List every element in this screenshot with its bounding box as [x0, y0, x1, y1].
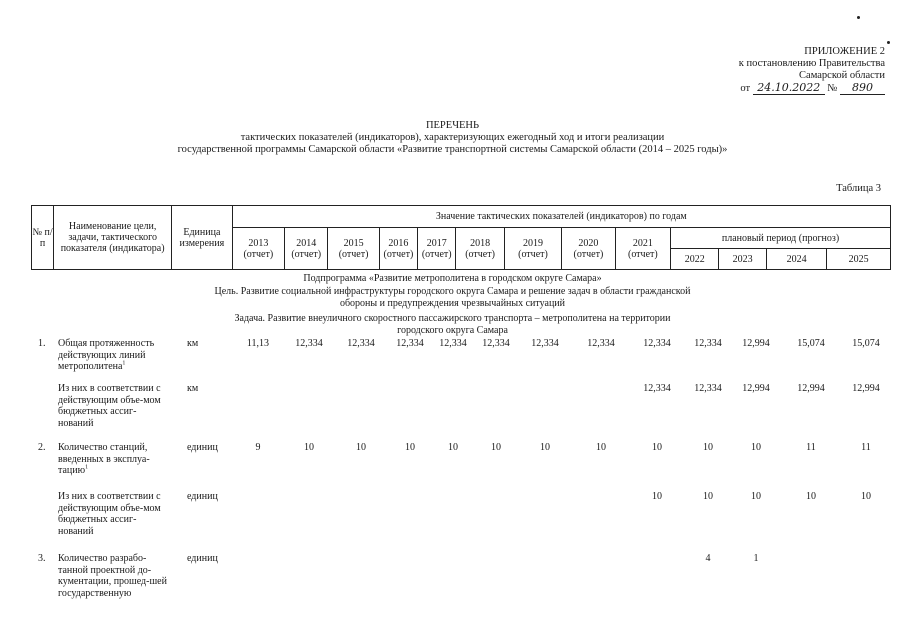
goal-line-1: Цель. Развитие социальной инфраструктуры городского округа Самара и решение задач в области гражданской	[214, 286, 691, 297]
approval-block	[700, 46, 885, 95]
indicator-name: Общая протяженность действующих линий метрополитена$^1$	[58, 338, 155, 372]
value-cell: 11,13	[246, 338, 270, 349]
unit: единиц	[187, 442, 218, 453]
value-cell: 15,074	[852, 338, 880, 349]
heading-title: ПЕРЕЧЕНЬ	[425, 120, 480, 131]
heading-line-2: государственной программы Самарской области «Развитие транспортной системы Самарской области (2014 – 2025 годы)»	[177, 144, 728, 155]
header-plan-year: 2023	[719, 249, 766, 270]
value-cell: 10	[356, 442, 366, 453]
value-cell: 11	[861, 442, 871, 453]
heading-line-1: тактических показателей (индикаторов), характеризующих ежегодный ход и итоги реализации	[240, 132, 665, 143]
value-cell: 10	[540, 442, 550, 453]
unit: км	[187, 338, 199, 349]
value-cell: 12,334	[587, 338, 615, 349]
unit: единиц	[187, 553, 218, 564]
value-cell: 10	[596, 442, 606, 453]
value-cell: 10	[652, 442, 662, 453]
header-values-group: Значение тактических показателей (индикаторов) по годам	[232, 206, 890, 228]
header-report-year: 2020 (отчет)	[562, 228, 615, 270]
table-label: Таблица 3	[836, 183, 881, 194]
task-line-2: городского округа Самара	[397, 325, 508, 336]
header-name: Наименование цели, задачи, тактического показателя (индикатора)	[54, 206, 172, 270]
row-number: 2.	[38, 442, 46, 453]
value-cell: 10	[491, 442, 501, 453]
handwritten-number: 890	[840, 82, 885, 95]
value-cell: 10	[703, 442, 713, 453]
indicator-name: Количество разрабо-танной проектной до-кументации, прошед-шей государственную	[58, 553, 167, 599]
value-cell: 12,334	[643, 383, 671, 394]
approval-date-line	[700, 82, 885, 95]
header-plan-year: 2025	[827, 249, 891, 270]
task-line-1: Задача. Развитие внеуличного скоростного пассажирского транспорта – метрополитена на территории	[234, 313, 671, 324]
handwritten-date: 24.10.2022	[753, 82, 825, 95]
document-heading	[0, 120, 905, 156]
date-prefix: от	[740, 83, 751, 94]
value-cell: 9	[255, 442, 261, 453]
value-cell: 10	[448, 442, 458, 453]
value-cell: 12,334	[347, 338, 375, 349]
value-cell: 11	[806, 442, 816, 453]
unit: единиц	[187, 491, 218, 502]
value-cell: 10	[861, 491, 871, 502]
approval-line-2: Самарской области	[799, 70, 885, 81]
header-plan-year: 2024	[766, 249, 826, 270]
header-plan-group: плановый период (прогноз)	[671, 228, 891, 249]
header-report-year: 2014 (отчет)	[285, 228, 328, 270]
header-plan-year: 2022	[671, 249, 719, 270]
goal-line-2: обороны и предупреждения чрезвычайных ситуаций	[339, 298, 566, 309]
value-cell: 10	[405, 442, 415, 453]
row-number: 3.	[38, 553, 46, 564]
value-cell: 12,334	[396, 338, 424, 349]
value-cell: 12,334	[643, 338, 671, 349]
header-report-year: 2015 (отчет)	[328, 228, 379, 270]
header-report-year: 2017 (отчет)	[418, 228, 456, 270]
header-report-year: 2021 (отчет)	[615, 228, 670, 270]
header-report-year: 2016 (отчет)	[379, 228, 417, 270]
header-report-year: 2013 (отчет)	[232, 228, 284, 270]
value-cell: 12,334	[482, 338, 510, 349]
value-cell: 12,994	[852, 383, 880, 394]
value-cell: 10	[304, 442, 314, 453]
subprogram-title: Подпрограмма «Развитие метрополитена в городском округе Самара»	[303, 273, 602, 284]
value-cell: 10	[751, 442, 761, 453]
value-cell: 12,334	[694, 338, 722, 349]
scan-speck	[857, 16, 860, 19]
indicator-name: Из них в соответствии с действующим объе-мом бюджетных ассиг-нований	[58, 383, 161, 429]
value-cell: 12,334	[694, 383, 722, 394]
footnote-mark: 1	[85, 464, 89, 471]
value-cell: 12,994	[742, 338, 770, 349]
footnote-mark: 1	[122, 360, 126, 367]
value-cell: 10	[652, 491, 662, 502]
indicator-name: Количество станций, введенных в эксплуа-тацию$^1$	[58, 442, 150, 476]
value-cell: 12,334	[439, 338, 467, 349]
indicators-table-header	[31, 205, 891, 270]
header-report-year: 2019 (отчет)	[504, 228, 561, 270]
value-cell: 15,074	[797, 338, 825, 349]
number-sign: №	[827, 83, 838, 94]
unit: км	[187, 383, 199, 394]
value-cell: 1	[753, 553, 759, 564]
value-cell: 12,334	[295, 338, 323, 349]
value-cell: 10	[806, 491, 816, 502]
value-cell: 12,994	[742, 383, 770, 394]
indicator-name: Из них в соответствии с действующим объе-мом бюджетных ассиг-нований	[58, 491, 161, 537]
approval-title: ПРИЛОЖЕНИЕ 2	[804, 46, 885, 57]
header-unit: Единица измерения	[172, 206, 232, 270]
value-cell: 10	[751, 491, 761, 502]
value-cell: 12,334	[531, 338, 559, 349]
value-cell: 12,994	[797, 383, 825, 394]
value-cell: 10	[703, 491, 713, 502]
scan-speck	[887, 41, 890, 44]
value-cell: 4	[705, 553, 711, 564]
header-num: № п/п	[32, 206, 54, 270]
header-report-year: 2018 (отчет)	[456, 228, 504, 270]
approval-line-1: к постановлению Правительства	[738, 58, 885, 69]
row-number: 1.	[38, 338, 46, 349]
